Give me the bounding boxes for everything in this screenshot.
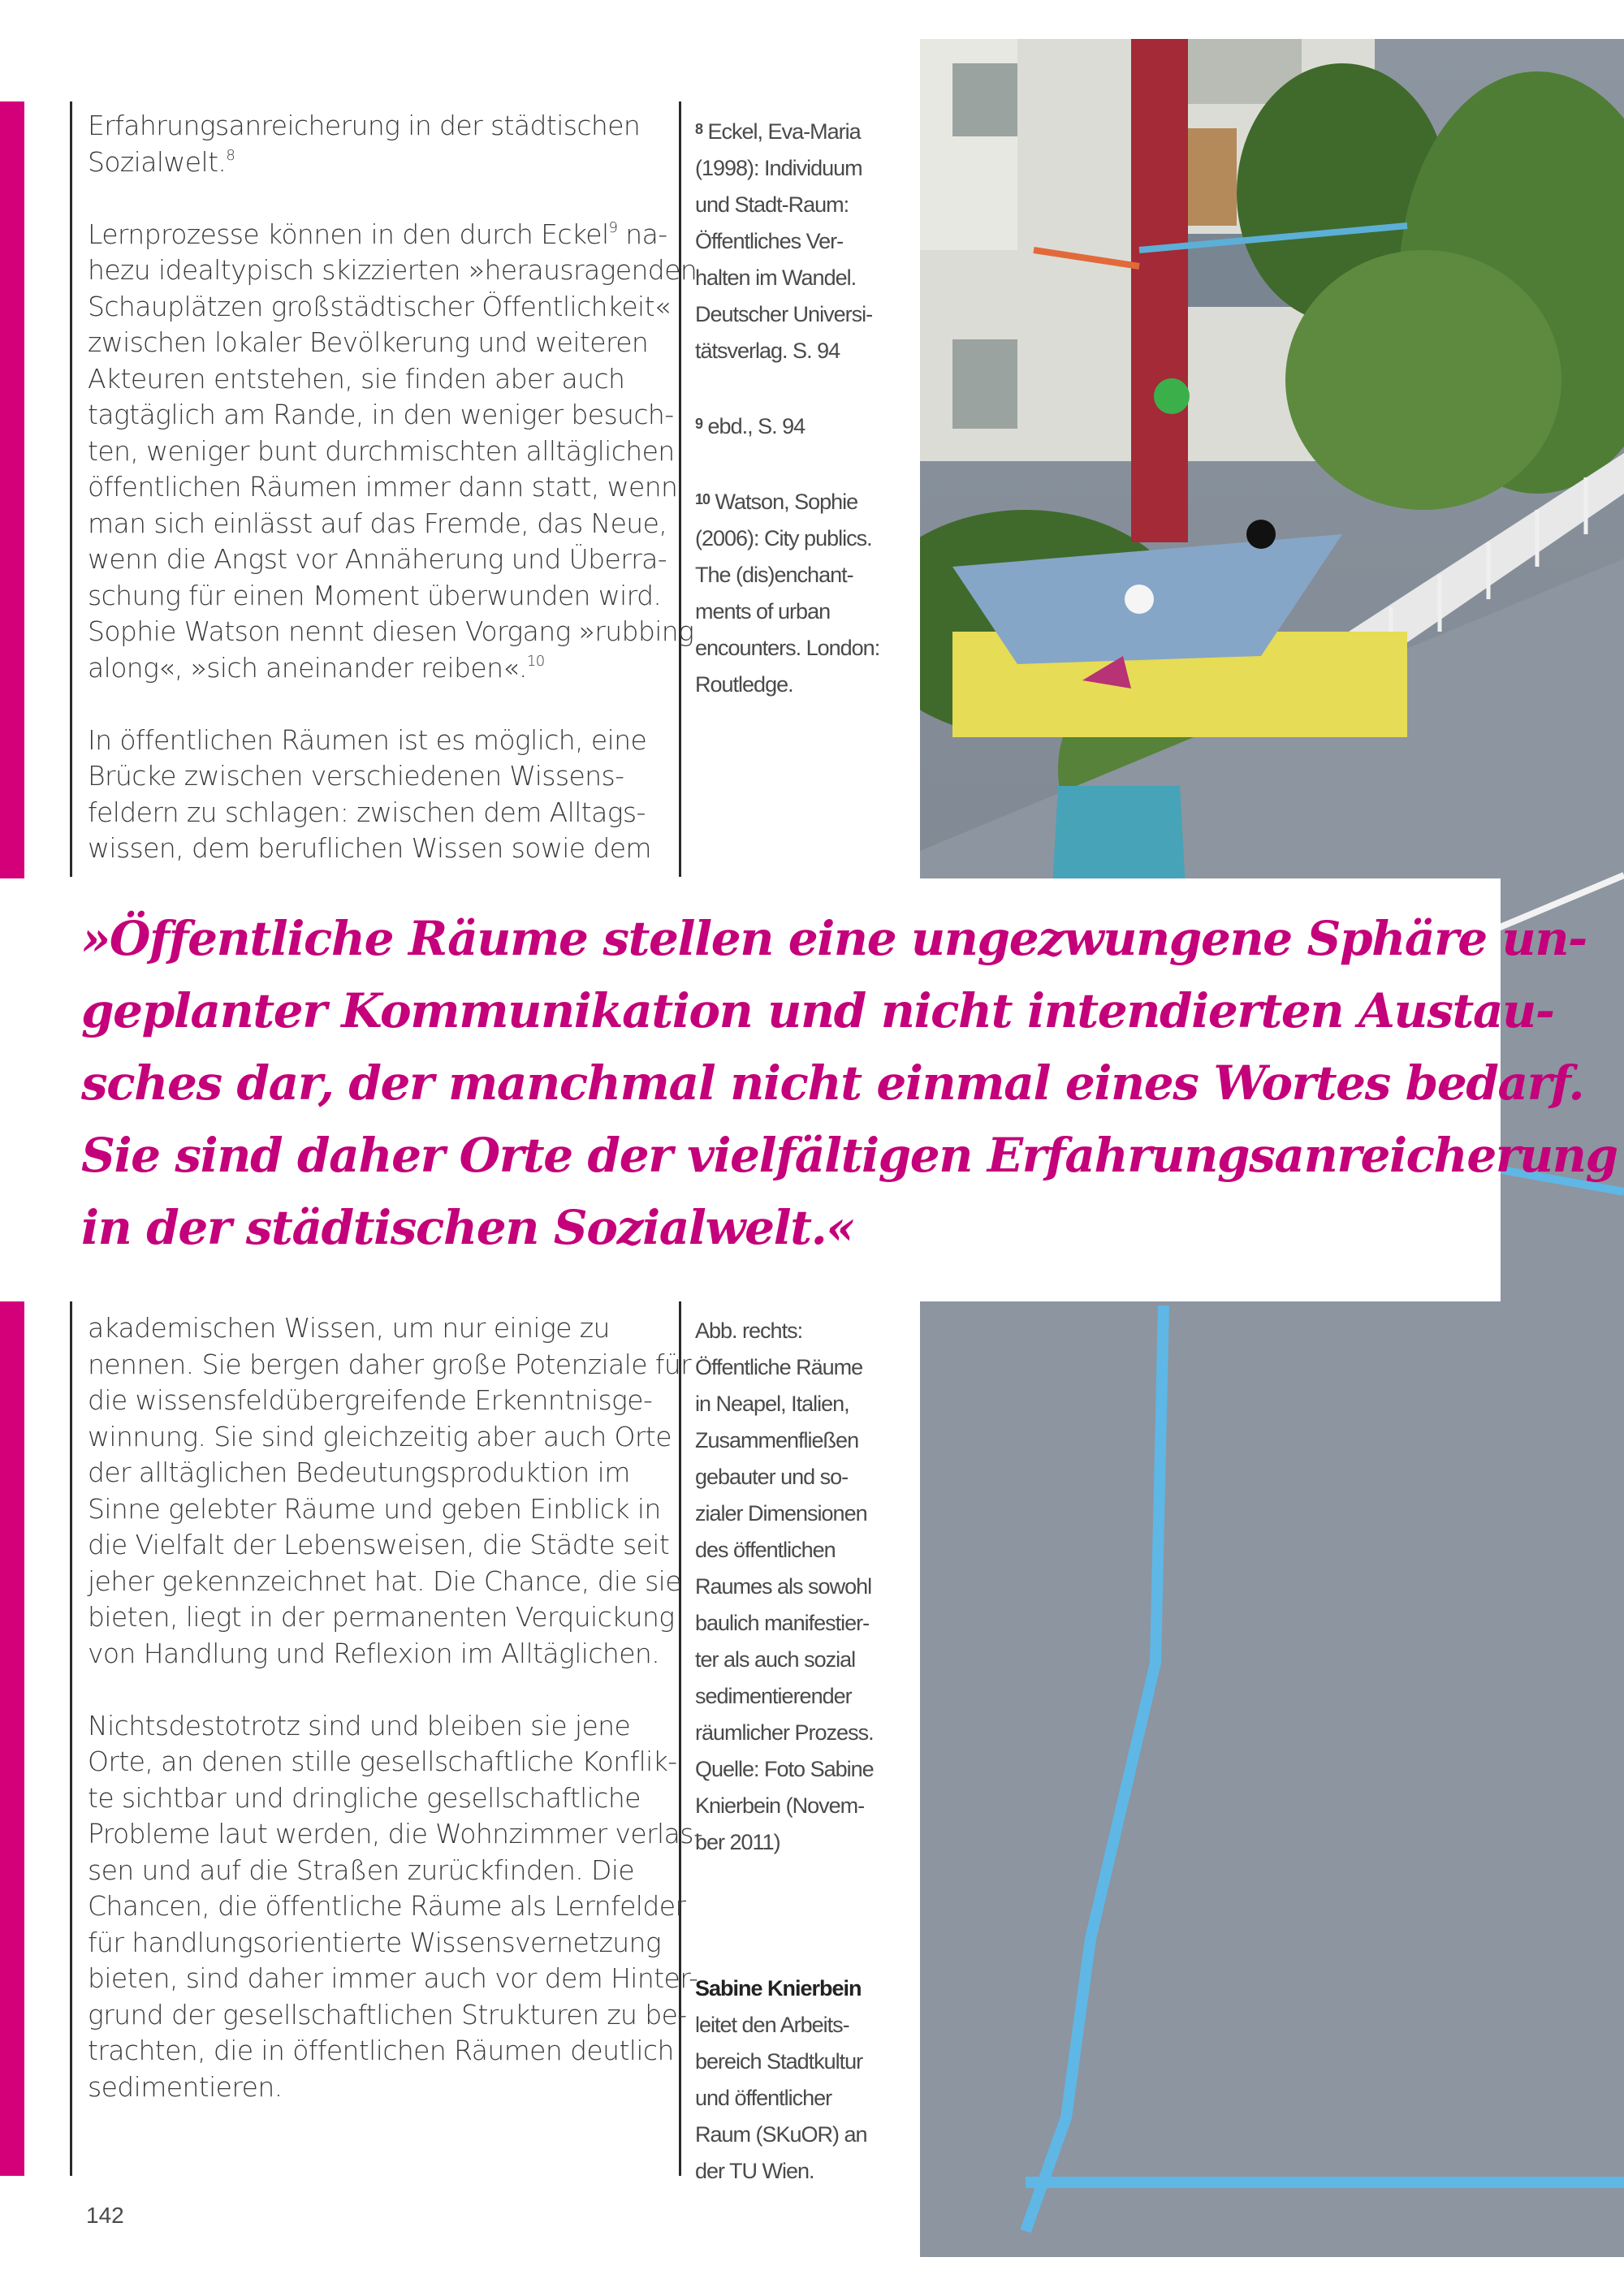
author-name: Sabine Knierbein: [695, 1976, 862, 2000]
author-bio: Sabine Knierbein leitet den Arbeits- bereich Stadtkultur und öffentlicher Raum (SKuOR) an der TU Wien.: [695, 1970, 874, 2190]
footnotes-column: [695, 111, 879, 740]
footnote-9: $^9$ ebd., S. 94: [695, 414, 806, 438]
paragraph-4: akademischen Wissen, um nur einige zu nennen. Sie bergen daher große Potenziale für die wissensfeldübergreifende Erkenntnisge- winnung. Sie sind gleichzeitig aber auch Orte der alltäglichen Bedeutungsproduktion im Sinne gelebter Räume und geben Einblick in die Vielfalt der Lebensweisen, die Städte seit jeher gekennzeichnet hat. Die Chance, die sie bieten, liegt in der permanenten Verquickung von Handlung und Reflexion im Alltäglichen.: [88, 1312, 692, 1669]
column-rule-left-bottom: [70, 1301, 72, 2176]
paragraph-5: Nichtsdestotrotz sind und bleiben sie jene Orte, an denen stille gesellschaftliche Konflik- te sichtbar und dringliche gesellschaftliche Probleme laut werden, die Wohnzimmer verlas- sen und auf die Straßen zurückfinden. Die Chancen, die öffentliche Räume als Lernfelder für handlungsorientierte Wissensvernetzung bieten, sind daher immer auch vor dem Hinter- grund der gesellschaftlichen Strukturen zu be- trachten, die in öffentlichen Räumen deutlich sedimentieren.: [88, 1709, 703, 2103]
caption-column: [695, 1313, 874, 2190]
pull-quote: »Öffentliche Räume stellen eine ungezwungene Sphäre un- geplanter Kommunikation und nicht intendierten Austau- sches dar, der manchmal nicht einmal eines Wortes bedarf. Sie sind daher Orte der vielfältigen Erfahrungsanreicherung in der städtischen Sozialwelt.«: [81, 911, 1618, 1255]
footnote-ref-9[interactable]: 9: [608, 218, 618, 236]
body-column-bottom: [88, 1310, 702, 2142]
footnote-10: $^{10}$ Watson, Sophie (2006): City publics. The (dis)enchant- ments of urban encounters. London: Routledge.: [695, 490, 880, 697]
pull-quote-box: [0, 878, 1618, 1301]
paragraph-2: Lernprozesse können in den durch Eckel$^9$ na- hezu idealtypisch skizzierten »herausragenden Schauplätzen großstädtischer Öffentlichkeit« zwischen lokaler Bevölkerung und weiteren Akteuren entstehen, sie finden aber auch tagtäglich am Rande, in den weniger besuch- ten, weniger bunt durchmischten alltäglichen öffentlichen Räumen immer dann statt, wenn man sich einlässt auf das Fremde, das Neue, wenn die Angst vor Annäherung und Überra- schung für einen Moment überwunden wird. Sophie Watson nennt diesen Vorgang »rubbing along«, »sich aneinander reiben«.$^{10}$: [88, 218, 698, 684]
footnote-ref-8[interactable]: 8: [226, 146, 235, 164]
paragraph-3: In öffentlichen Räumen ist es möglich, eine Brücke zwischen verschiedenen Wissens- feldern zu schlagen: zwischen dem Alltags- wissen, dem beruflichen Wissen sowie dem: [88, 723, 651, 864]
body-column-top: [88, 108, 697, 903]
paragraph-1: Erfahrungsanreicherung in der städtischen Sozialwelt.$^8$: [88, 110, 641, 178]
footnote-8: $^8$ Eckel, Eva-Maria (1998): Individuum und Stadt-Raum: Öffentliches Ver- halten im Wandel. Deutscher Universi- tätsverlag. S. 94: [695, 119, 873, 363]
image-caption: Abb. rechts: Öffentliche Räume in Neapel, Italien, Zusammenfließen gebauter und so- zialer Dimensionen des öffentlichen Raumes als sowohl baulich manifestier- ter als auch sozial sedimentierender räumlicher Prozess. Quelle: Foto Sabine Knierbein (Novem- ber 2011): [695, 1318, 874, 1854]
column-rule-left-top: [70, 101, 72, 877]
footnote-ref-10[interactable]: 10: [526, 652, 545, 670]
page-number: 142: [86, 2203, 124, 2228]
